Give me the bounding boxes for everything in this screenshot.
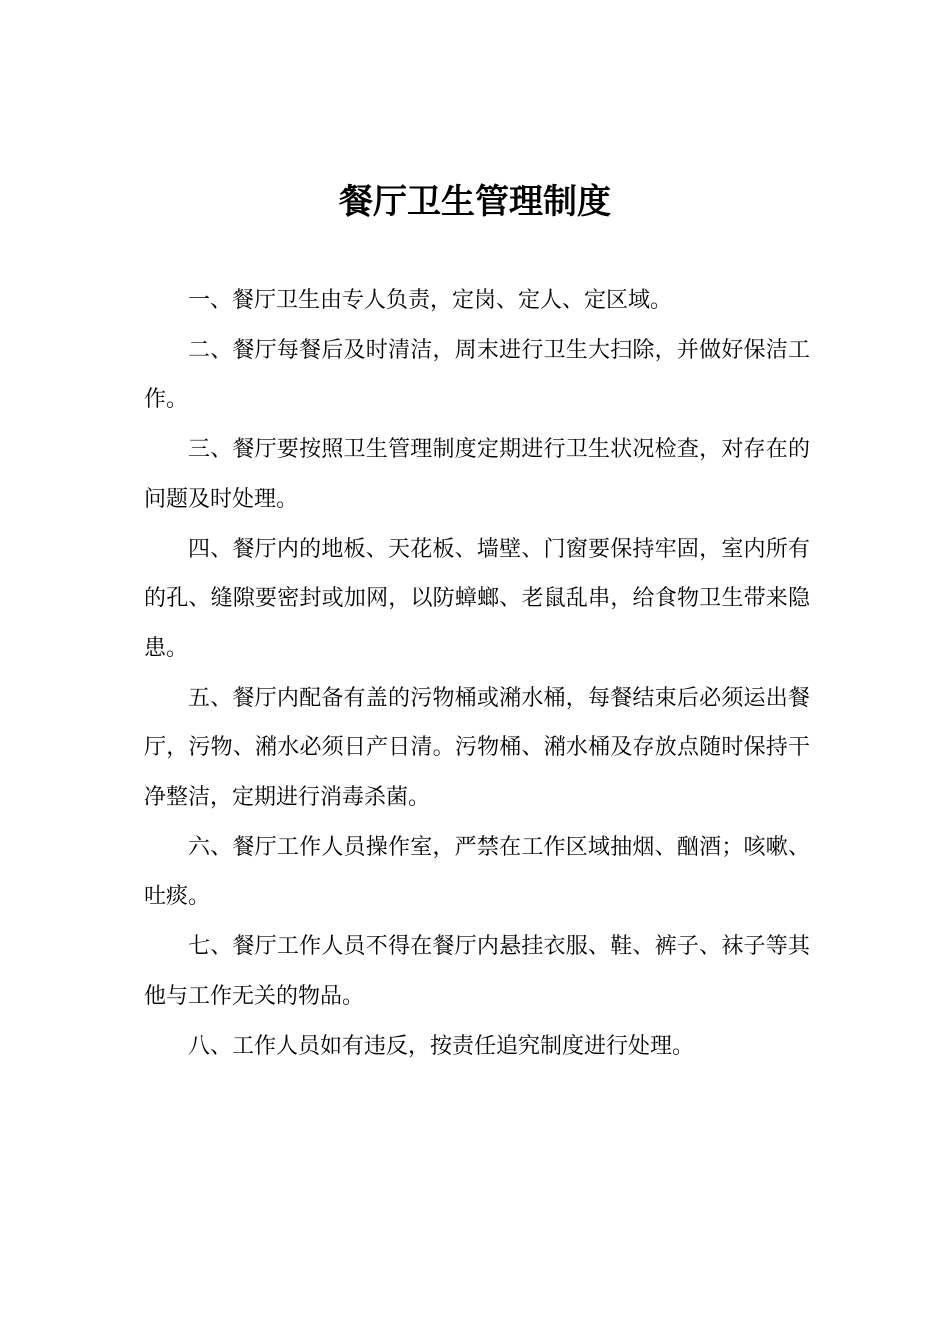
document-body (144, 276, 810, 1071)
paragraph-5: 五、餐厅内配备有盖的污物桶或潲水桶，每餐结束后必须运出餐厅，污物、潲水必须日产日清。污物桶、潲水桶及存放点随时保持干净整洁，定期进行消毒杀菌。 (144, 685, 810, 811)
paragraph-7: 七、餐厅工作人员不得在餐厅内悬挂衣服、鞋、裤子、袜子等其他与工作无关的物品。 (144, 934, 810, 1009)
paragraph-8: 八、工作人员如有违反，按责任追究制度进行处理。 (188, 1033, 695, 1059)
paragraph-1: 一、餐厅卫生由专人负责，定岗、定人、定区域。 (188, 288, 673, 313)
document-title: 餐厅卫生管理制度 (339, 182, 611, 222)
paragraph-4: 四、餐厅内的地板、天花板、墙壁、门窗要保持牢固，室内所有的孔、缝隙要密封或加网，以防蟑螂、老鼠乱串，给食物卫生带来隐患。 (144, 536, 810, 661)
paragraph-3: 三、餐厅要按照卫生管理制度定期进行卫生状况检查，对存在的问题及时处理。 (144, 437, 810, 512)
paragraph-2: 二、餐厅每餐后及时清洁，周末进行卫生大扫除，并做好保洁工作。 (144, 337, 810, 413)
paragraph-6: 六、餐厅工作人员操作室，严禁在工作区域抽烟、酗酒；咳嗽、吐痰。 (144, 834, 810, 910)
